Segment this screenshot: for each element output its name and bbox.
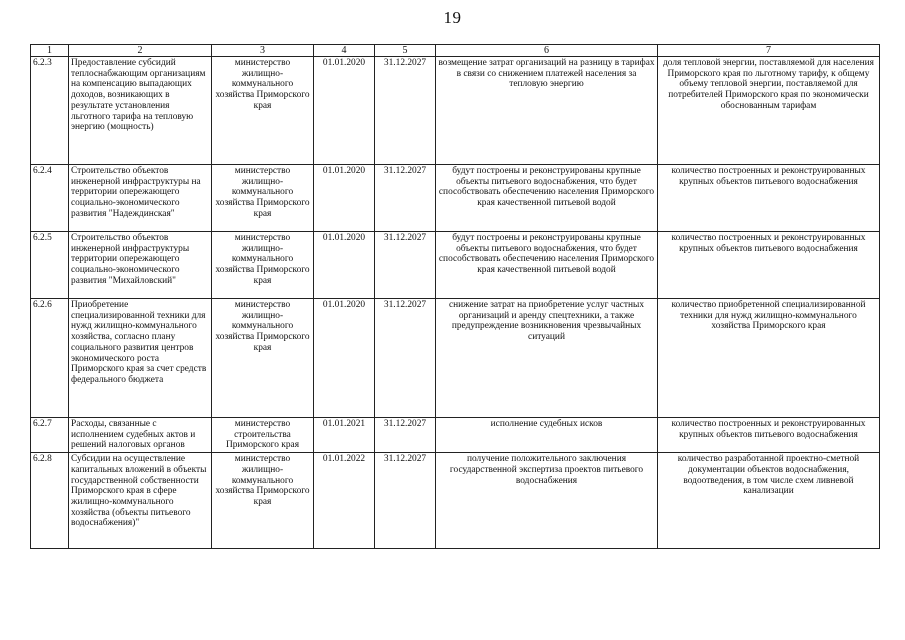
activity-name: Субсидии на осуществление капитальных вложений в объекты государственной собственности Приморского края в сфере жилищно-коммунального хозяйства (объекты питьевого водоснабжения)" [69,453,212,549]
end-date: 31.12.2027 [375,165,436,232]
responsible-executor: министерство жилищно-коммунального хозяйства Приморского края [212,299,314,418]
responsible-executor: министерство жилищно-коммунального хозяйства Приморского края [212,232,314,299]
column-number: 6 [436,45,658,57]
table-row [31,232,880,299]
column-number: 4 [314,45,375,57]
expected-result: снижение затрат на приобретение услуг частных организаций и аренду спецтехники, а также предупреждение возникновения чрезвычайных ситуаций [436,299,658,418]
expected-result: возмещение затрат организаций на разницу в тарифах в связи со снижением платежей населения за тепловую энергию [436,57,658,165]
end-date: 31.12.2027 [375,57,436,165]
row-id: 6.2.5 [31,232,69,299]
responsible-executor: министерство жилищно-коммунального хозяйства Приморского края [212,165,314,232]
expected-result: исполнение судебных исков [436,418,658,453]
table-row [31,299,880,418]
column-number: 5 [375,45,436,57]
start-date: 01.01.2020 [314,57,375,165]
end-date: 31.12.2027 [375,232,436,299]
end-date: 31.12.2027 [375,453,436,549]
indicator: количество построенных и реконструированных крупных объектов питьевого водоснабжения [658,232,880,299]
expected-result: будут построены и реконструированы крупные объекты питьевого водоснабжения, что будет способствовать обеспечению населения Приморского края качественной питьевой водой [436,165,658,232]
column-number-header-row [31,45,880,57]
end-date: 31.12.2027 [375,299,436,418]
table-row [31,57,880,165]
start-date: 01.01.2020 [314,165,375,232]
indicator: доля тепловой энергии, поставляемой для населения Приморского края по льготному тарифу, к общему объему тепловой энергии, поставляемой для потребителей Приморского края по экономически обоснованным тарифам [658,57,880,165]
indicator: количество построенных и реконструированных крупных объектов питьевого водоснабжения [658,418,880,453]
indicator: количество разработанной проектно-сметной документации объектов водоснабжения, водоотведения, в том числе схем ливневой канализации [658,453,880,549]
responsible-executor: министерство жилищно-коммунального хозяйства Приморского края [212,57,314,165]
row-id: 6.2.3 [31,57,69,165]
start-date: 01.01.2020 [314,299,375,418]
column-number: 7 [658,45,880,57]
activity-name: Строительство объектов инженерной инфраструктуры на территории опережающего социально-экономического развития "Надеждинская" [69,165,212,232]
responsible-executor: министерство жилищно-коммунального хозяйства Приморского края [212,453,314,549]
row-id: 6.2.7 [31,418,69,453]
activity-name: Строительство объектов инженерной инфраструктуры территории опережающего социально-экономического развития "Михайловский" [69,232,212,299]
table-row [31,453,880,549]
start-date: 01.01.2020 [314,232,375,299]
row-id: 6.2.4 [31,165,69,232]
indicator: количество приобретенной специализированной техники для нужд жилищно-коммунального хозяйства Приморского края [658,299,880,418]
end-date: 31.12.2027 [375,418,436,453]
activity-name: Расходы, связанные с исполнением судебных актов и решений налоговых органов [69,418,212,453]
row-id: 6.2.8 [31,453,69,549]
program-activities-table [30,44,880,549]
expected-result: получение положительного заключения государственной экспертиза проектов питьевого водоснабжения [436,453,658,549]
column-number: 1 [31,45,69,57]
row-id: 6.2.6 [31,299,69,418]
activity-name: Приобретение специализированной техники для нужд жилищно-коммунального хозяйства, согласно плану социального развития центров экономического роста Приморского края за счет средств федерального бюджета [69,299,212,418]
column-number: 2 [69,45,212,57]
column-number: 3 [212,45,314,57]
table-row [31,165,880,232]
start-date: 01.01.2022 [314,453,375,549]
page-number: 19 [443,8,462,27]
activity-name: Предоставление субсидий теплоснабжающим организациям на компенсацию выпадающих доходов, возникающих в результате установления льготного тарифа на тепловую энергию (мощность) [69,57,212,165]
expected-result: будут построены и реконструированы крупные объекты питьевого водоснабжения, что будет способствовать обеспечению населения Приморского края качественной питьевой водой [436,232,658,299]
start-date: 01.01.2021 [314,418,375,453]
table-row [31,418,880,453]
responsible-executor: министерство строительства Приморского края [212,418,314,453]
indicator: количество построенных и реконструированных крупных объектов питьевого водоснабжения [658,165,880,232]
